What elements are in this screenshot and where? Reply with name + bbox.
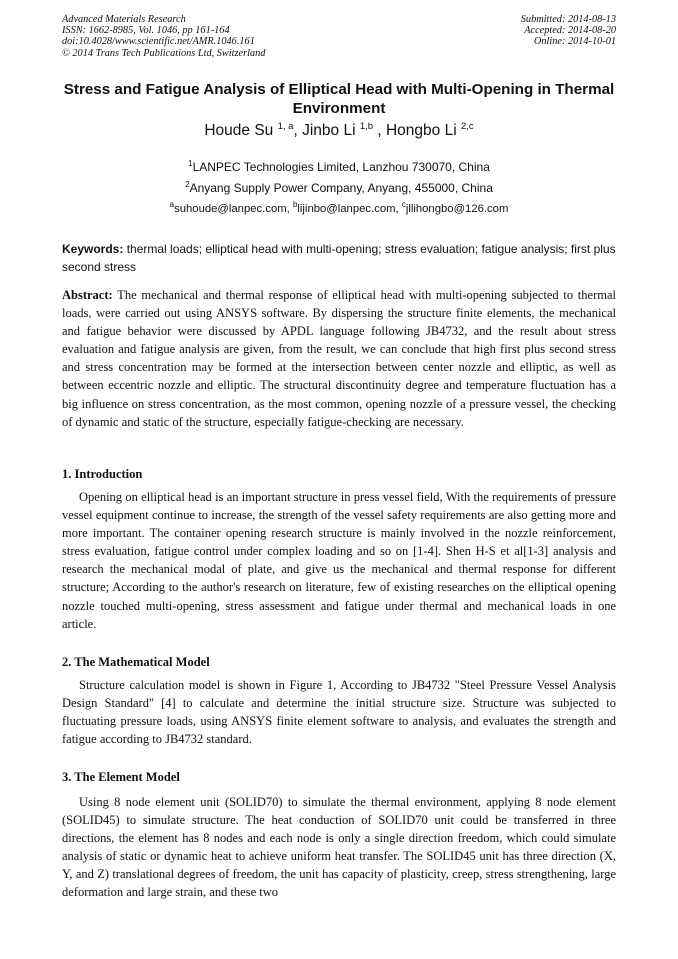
paper-title: Stress and Fatigue Analysis of Elliptical Head with Multi-Opening in Thermal Environment xyxy=(63,81,615,117)
abstract-text: The mechanical and thermal response of elliptical head with multi-opening subjected to thermal loads, were carried out using ANSYS software. By dispersing the structure finite elements, the mechanical and fatigue behavior were discussed by APDL language following JB4732, and the result about stress evaluation and fatigue analysis are given, from the result, we can conclude that high first plus second stress and stress concentration may be formed at the intersection between center nozzle and elliptic, as well as between eccentric nozzle and elliptic. The structural discontinuity degree and temperature fluctuation has a big influence on stress concentration, as the most common, opening nozzle of a pressure vessel, the checking of dynamic and static of the structure, especially fatigue-checking are necessary. xyxy=(62,288,616,429)
journal-doi: doi:10.4028/www.scientific.net/AMR.1046.161 xyxy=(62,36,255,48)
section-heading-introduction: 1. Introduction xyxy=(62,467,143,481)
affiliation-mark: 2 xyxy=(185,180,190,189)
email-mark: a xyxy=(169,200,175,209)
email-address[interactable]: lijinbo@lanpec.com xyxy=(297,203,396,215)
abstract-label: Abstract: xyxy=(62,288,113,302)
email-address[interactable]: jllihongbo@126.com xyxy=(405,203,509,215)
journal-header-left xyxy=(62,14,265,59)
abstract xyxy=(62,286,616,431)
keywords-label: Keywords: xyxy=(62,242,124,256)
affiliation-text: Anyang Supply Power Company, Anyang, 455000, China xyxy=(189,181,493,195)
keywords xyxy=(62,241,616,276)
section-paragraph-element-model: Using 8 node element unit (SOLID70) to simulate the thermal environment, applying 8 node element (SOLID45) to simulate structure. The heat conduction of SOLID70 unit could be transferred in three directions, the element has 8 nodes and each node is only a single direction freedom, which could simulate analysis of static or dynamic heat to achieve uniform heat transfer. The SOLID45 unit has three direction (X, Y, and Z) translational degrees of freedom, the unit has capacity of plasticity, creep, stress strengthening, large deformation and large strain, and these two xyxy=(62,795,616,900)
author-affiliation-mark: 1, a xyxy=(277,121,294,132)
author-list: Houde Su $^{1, a}$, Jinbo Li $^{1,b}$ , Hongbo Li $^{2,c}$ xyxy=(204,121,474,139)
submitted-date: Submitted: 2014-08-13 xyxy=(520,14,616,25)
journal-issn: ISSN: 1662-8985, Vol. 1046, pp 161-164 xyxy=(62,25,230,37)
email-mark: c xyxy=(401,200,406,209)
affiliation-mark: 1 xyxy=(188,159,193,168)
affiliation-text: LANPEC Technologies Limited, Lanzhou 730070, China xyxy=(192,160,490,174)
affiliation xyxy=(62,181,616,196)
affiliation xyxy=(62,160,616,175)
author-affiliation-mark: 1,b xyxy=(359,121,374,132)
section-paragraph-introduction: Opening on elliptical head is an important structure in press vessel field, With the requirements of pressure vessel equipment continue to increase, the strength of the vessel safety requirements are also getting more and more important. The container opening research structure is mainly involved in the nozzle reinforcement, stress evaluation, fatigue control under complex loading and so on [1-4]. Shen H-S et al[1-3] analysis and research the mechanical modal of plate, and give us the mechanical and thermal response for different structure; According to the author's research on literature, few of existing researches on the elliptical opening nozzle touched multi-opening, stress assessment and fatigue under thermal and mechanical loads in one article. xyxy=(62,490,616,631)
journal-copyright: © 2014 Trans Tech Publications Ltd, Switzerland xyxy=(62,47,266,59)
keywords-text: thermal loads; elliptical head with multi-opening; stress evaluation; fatigue analysis; first plus second stress xyxy=(62,242,616,274)
journal-name: Advanced Materials Research xyxy=(62,14,186,25)
journal-header-right xyxy=(521,14,616,48)
section-paragraph-mathematical-model: Structure calculation model is shown in Figure 1, According to JB4732 "Steel Pressure Vessel Analysis Design Standard" [4] to calculate and determine the initial structure size. Structure was subjected to fluctuating pressure loads, using ANSYS finite element software to analysis, and evaluates the strength and fatigue according to JB4732 standard. xyxy=(62,678,616,747)
section-heading-element-model: 3. The Element Model xyxy=(62,770,180,784)
online-date: Online: 2014-10-01 xyxy=(533,36,616,48)
email-address[interactable]: suhoude@lanpec.com xyxy=(174,203,287,215)
email-mark: b xyxy=(292,200,298,209)
author-affiliation-mark: 2,c xyxy=(460,121,474,132)
author-name: Hongbo Li xyxy=(385,122,457,139)
author-name: Jinbo Li xyxy=(302,122,356,139)
author-emails: $^a$suhoude@lanpec.com, $^b$lijinbo@lanpec.com, $^c$jllihongbo@126.com xyxy=(169,200,509,215)
author-name: Houde Su xyxy=(204,122,274,139)
accepted-date: Accepted: 2014-08-20 xyxy=(524,25,616,37)
section-heading-mathematical-model: 2. The Mathematical Model xyxy=(62,655,210,669)
